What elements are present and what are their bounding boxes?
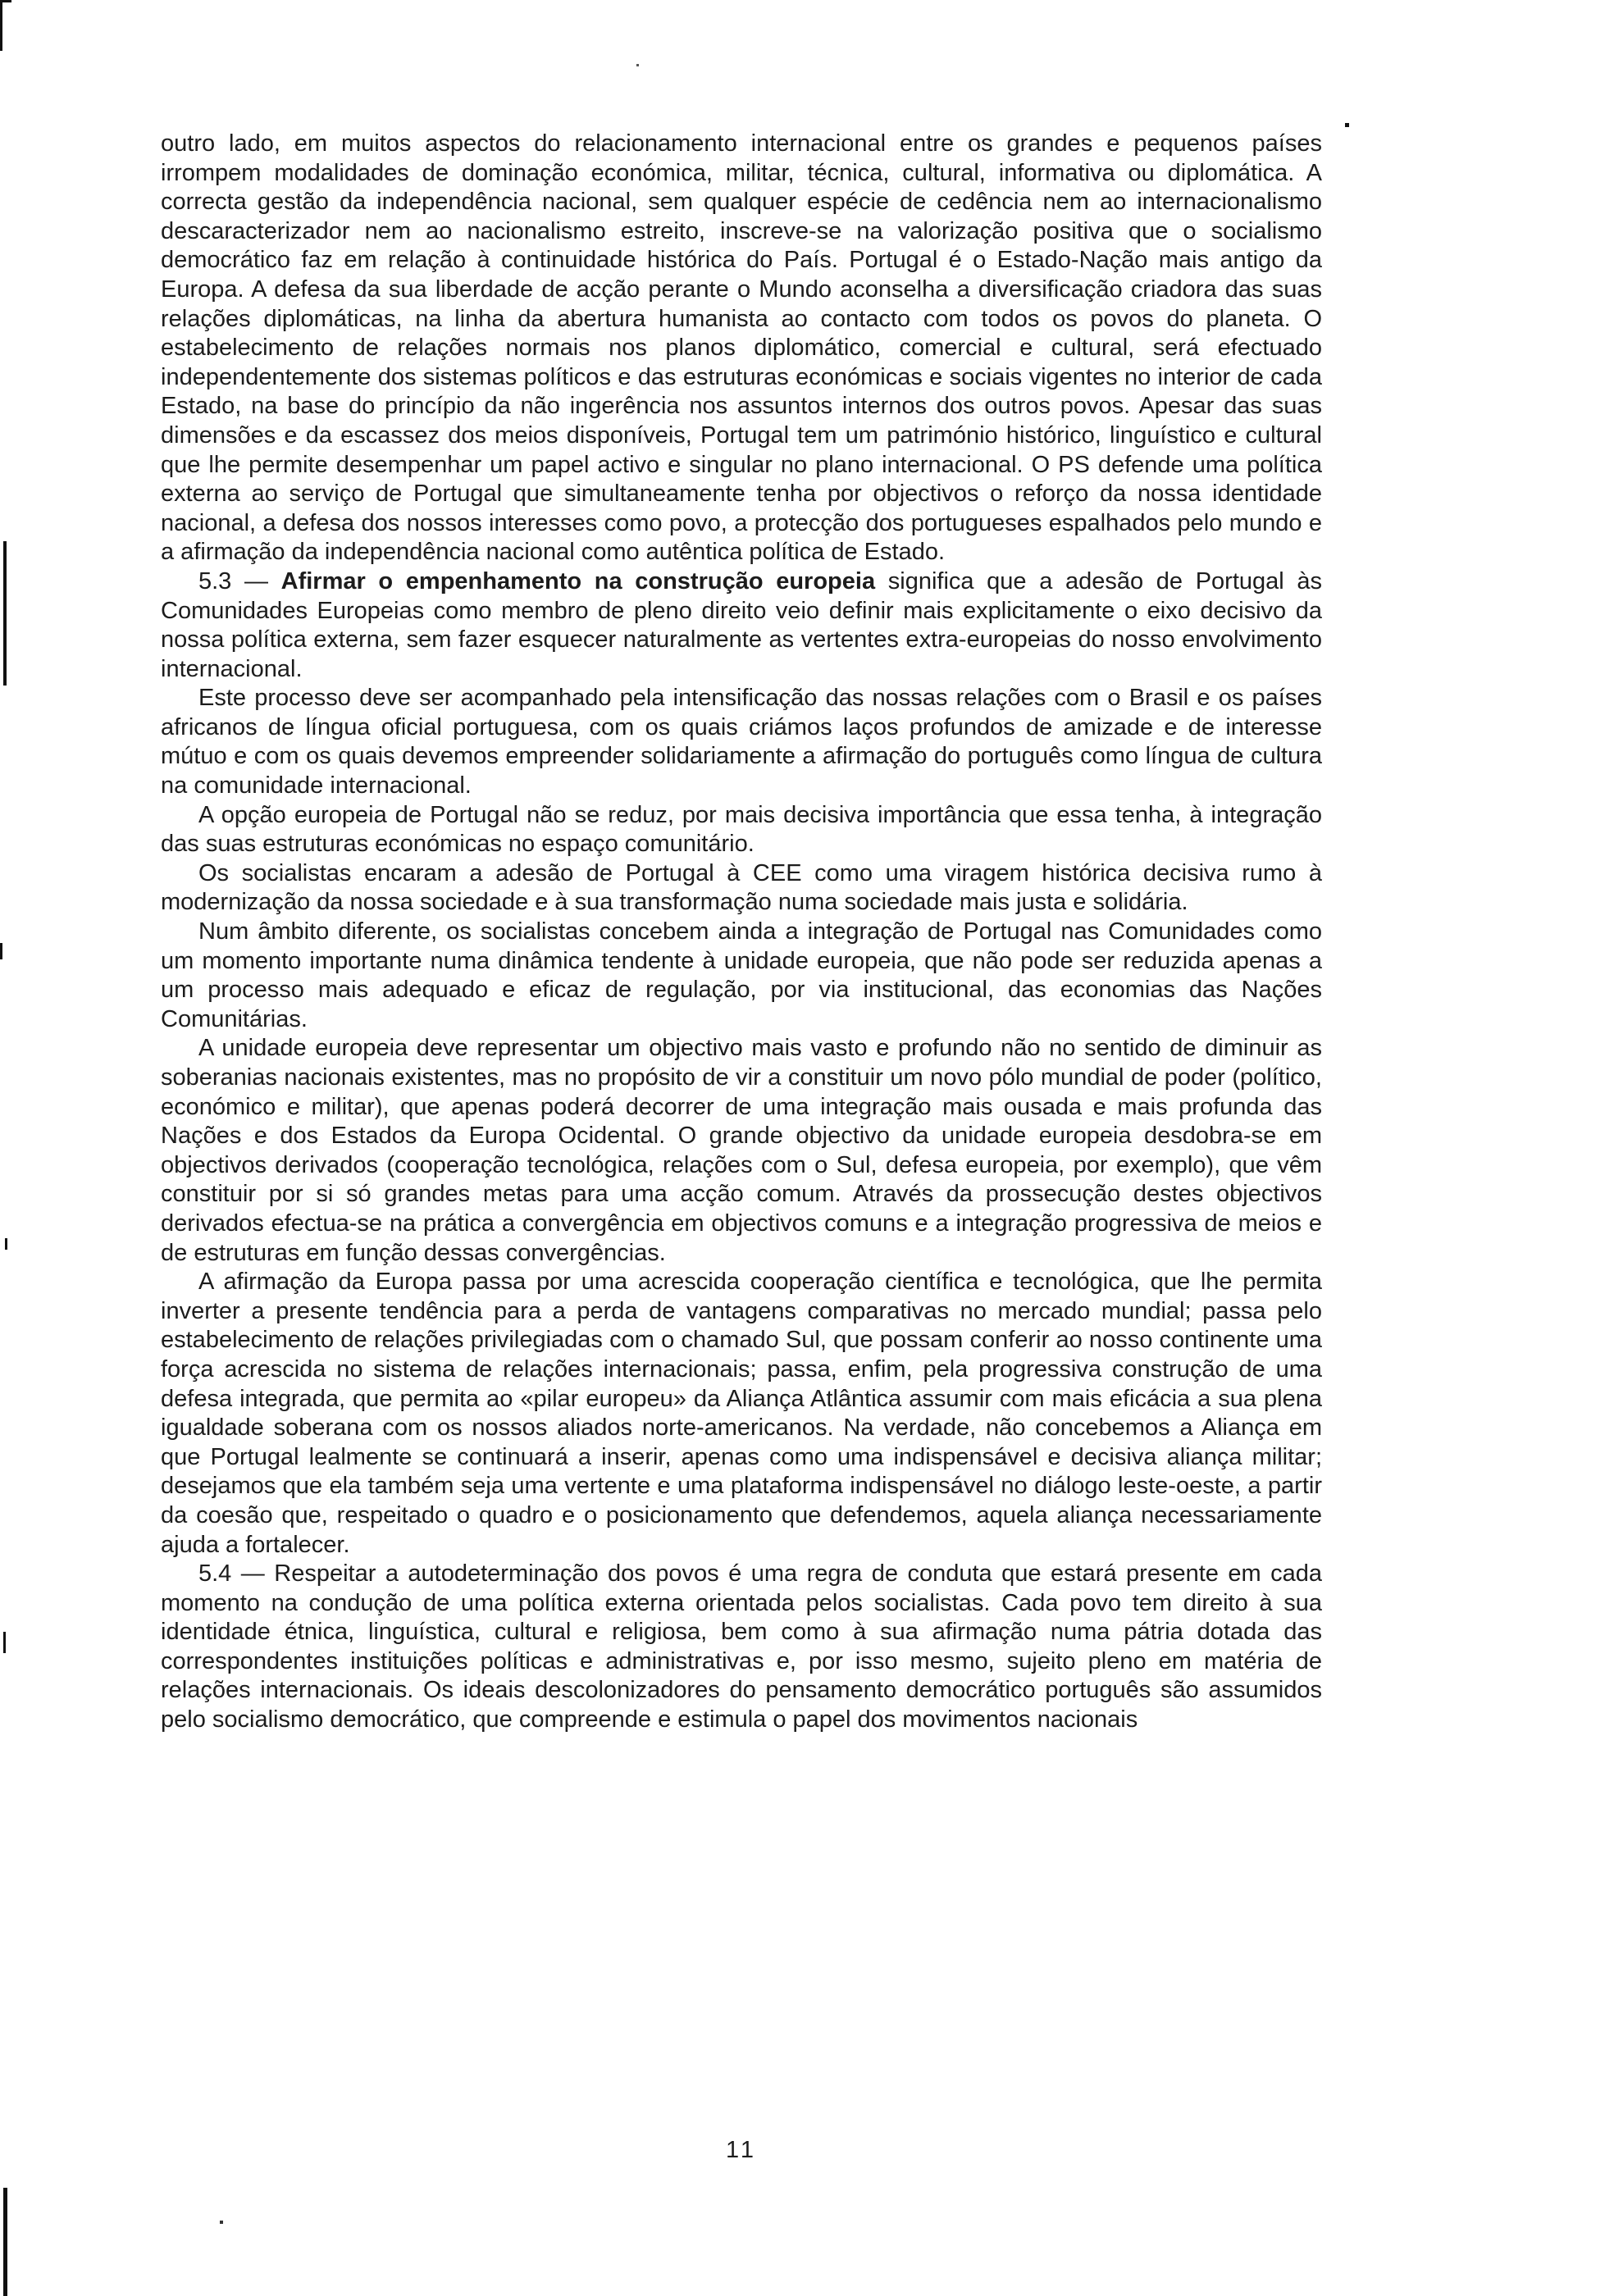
scan-artifact [636,64,639,66]
paragraph: A unidade europeia deve representar um objectivo mais vasto e profundo não no sentido de diminuir as soberanias nacionais existentes, mas no propósito de vir a constituir um novo pólo mundial de poder (político, económico e militar), que apenas poderá decorrer de uma integração mais ousada e mais profunda das Nações e dos Estados da Europa Ocidental. O grande objectivo da unidade europeia desdobra-se em objectivos derivados (cooperação tecnológica, relações com o Sul, defesa europeia, por exemplo), que vêm constituir por si só grandes metas para uma acção comum. Através da prossecução destes objectivos derivados efectua-se na prática a convergência em objectivos comuns e a integração progressiva de meios e de estruturas em função dessas convergências. [161,1035,1322,1266]
section-number: 5.3 — [198,567,268,594]
section-text: Respeitar a autodeterminação dos povos é uma regra de conduta que estará presente em cada momento na condução de uma política externa orientada pelos socialistas. Cada povo tem direito à sua identidade étnica, linguística, cultural e religiosa, bem como à sua afirmação numa pátria dotada das correspondentes instituições políticas e administrativas e, por isso mesmo, sujeito pleno em matéria de relações internacionais. Os ideais descolonizadores do pensamento democrático português são assumidos pelo socialismo democrático, que compreende e estimula o papel dos movimentos nacionais [161,1560,1322,1733]
paragraph-section-5-3 [161,567,1322,684]
page-number: 11 [725,2137,758,2163]
paragraph: Este processo deve ser acompanhado pela intensificação das nossas relações com o Brasil e os países africanos de língua oficial portuguesa, com os quais criámos laços profundos de amizade e de interesse mútuo e com os quais devemos empreender solidariamente a afirmação do português como língua de cultura na comunidade internacional. [161,685,1322,800]
scan-artifact [1345,123,1349,127]
scan-artifact [5,1238,7,1250]
paragraph: Num âmbito diferente, os socialistas concebem ainda a integração de Portugal nas Comunidades como um momento importante numa dinâmica tendente à unidade europeia, que não pode ser reduzida apenas a um processo mais adequado e eficaz de regulação, por via institucional, das economias das Nações Comunitárias. [161,918,1322,1032]
paragraph-section-5-4 [161,1560,1322,1735]
body-text [161,130,1322,1735]
paragraph: Os socialistas encaram a adesão de Portugal à CEE como uma viragem histórica decisiva rumo à modernização da nossa sociedade e à sua transformação numa sociedade mais justa e solidária. [161,859,1322,916]
paragraph: A opção europeia de Portugal não se reduz, por mais decisiva importância que essa tenha, à integração das suas estruturas económicas no espaço comunitário. [161,801,1322,858]
scan-artifact [220,2221,223,2224]
section-number: 5.4 — [198,1560,265,1588]
scan-artifact [3,1632,6,1653]
scan-artifact [3,541,7,686]
scan-artifact [0,0,2,51]
paragraph: A afirmação da Europa passa por uma acrescida cooperação científica e tecnológica, que lhe permita inverter a presente tendência para a perda de vantagens comparativas no mercado mundial; passa pelo estabelecimento de relações privilegiadas com o chamado Sul, que possam conferir ao nosso continente uma força acrescida no sistema de relações internacionais; passa, enfim, pela progressiva construção de uma defesa integrada, que permita ao «pilar europeu» da Aliança Atlântica assumir com mais eficácia a sua plena igualdade soberana com os nossos aliados norte-americanos. Na verdade, não concebemos a Aliança em que Portugal lealmente se continuará a inserir, apenas como uma indispensável e decisiva aliança militar; desejamos que ela também seja uma vertente e uma plataforma indispensável no diálogo leste-oeste, a partir da coesão que, respeitado o quadro e o posicionamento que defendemos, aquela aliança necessariamente ajuda a fortalecer. [161,1269,1322,1558]
section-heading: Afirmar o empenhamento na construção europeia [280,567,876,594]
scan-artifact [3,2188,7,2296]
paragraph-continuation: outro lado, em muitos aspectos do relacionamento internacional entre os grandes e pequenos países irrompem modalidades de dominação económica, militar, técnica, cultural, informativa ou diplomática. A correcta gestão da independência nacional, sem qualquer espécie de cedência nem ao internacionalismo descaracterizador nem ao nacionalismo estreito, inscreve-se na valorização positiva que o socialismo democrático faz em relação à continuidade histórica do País. Portugal é o Estado-Nação mais antigo da Europa. A defesa da sua liberdade de acção perante o Mundo aconselha a diversificação criadora das suas relações diplomáticas, na linha da abertura humanista ao contacto com todos os povos do planeta. O estabelecimento de relações normais nos planos diplomático, comercial e cultural, será efectuado independentemente dos sistemas políticos e das estruturas económicas e sociais vigentes no interior de cada Estado, na base do princípio da não ingerência nos assuntos internos dos outros povos. Apesar das suas dimensões e da escassez dos meios disponíveis, Portugal tem um património histórico, linguístico e cultural que lhe permite desempenhar um papel activo e singular no plano internacional. O PS defende uma política externa ao serviço de Portugal que simultaneamente tenha por objectivos o reforço da nossa identidade nacional, a defesa dos nossos interesses como povo, a protecção dos portugueses espalhados pelo mundo e a afirmação da independência nacional como autêntica política de Estado. [161,130,1322,566]
section-text: significa que a adesão de Portugal às Comunidades Europeias como membro de pleno direito veio definir mais explicitamente o eixo decisivo da nossa política externa, sem fazer esquecer naturalmente as vertentes extra-europeias do nosso envolvimento internacional. [161,567,1322,682]
scan-artifact [0,943,2,959]
